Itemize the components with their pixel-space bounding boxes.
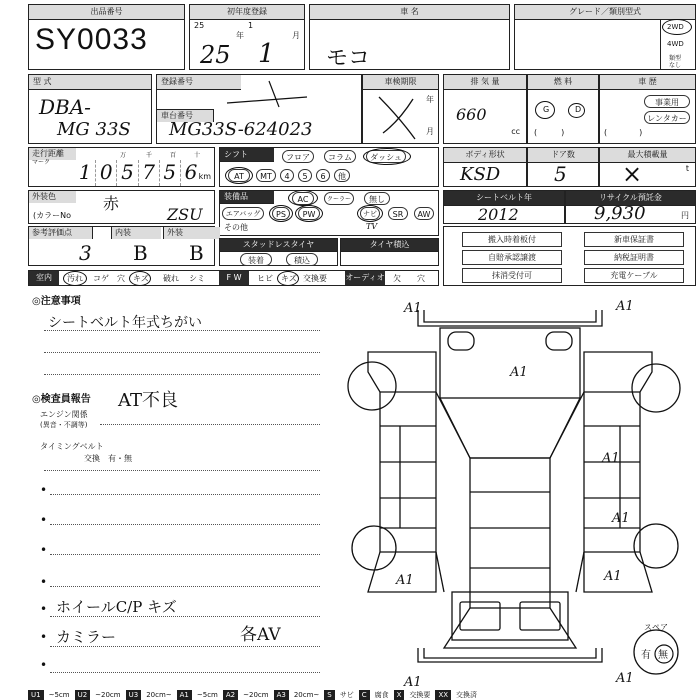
legend-key-6: A3 (274, 690, 289, 700)
report-rule-3 (50, 554, 320, 555)
inspection-month-unit: 月 (426, 127, 434, 136)
equipment-box (219, 190, 439, 236)
color-box (28, 190, 215, 224)
legend-key-2: U2 (75, 690, 91, 700)
equipment-ps-circle (269, 205, 293, 222)
bullet-7: • (40, 658, 48, 672)
grade-4wd: 4WD (667, 40, 684, 48)
report-rule-4 (50, 586, 320, 587)
seatbelt-box (443, 190, 565, 224)
interior-cond-scratch: キズ (133, 274, 149, 283)
fw-crack: ヒビ (257, 274, 273, 283)
doc-item-3: 自賠承認譲渡 (462, 250, 562, 265)
first-registration-label: 初年度登録 (190, 5, 304, 20)
doors-box (527, 147, 599, 187)
bullet-3: • (40, 543, 48, 557)
damage-mark-8: A1 (404, 675, 422, 688)
studless-box (219, 238, 338, 266)
fuel-other: ( ) (534, 128, 565, 137)
car-diagram (340, 292, 700, 688)
interior-cond-label: 室内 (29, 271, 59, 285)
spare-yes: 有 (641, 650, 651, 661)
capacity-unit: t (685, 164, 689, 173)
first-reg-year-value: 25 (200, 41, 231, 69)
legend-key-10: XX (435, 690, 451, 700)
equipment-sr: SR (388, 207, 408, 220)
history-box (599, 74, 696, 144)
history-business: 事業用 (644, 95, 690, 108)
shift-floor: フロア (282, 150, 314, 163)
mileage-unit-hyaku: 百 (170, 152, 177, 159)
report-rule-2 (50, 524, 320, 525)
recycle-label: リサイクル預託金 (566, 191, 695, 206)
interior-value: B (133, 241, 148, 265)
equipment-other: その他 (224, 223, 248, 232)
legend-val-10: 交換済 (456, 691, 478, 699)
damage-mark-9: A1 (616, 671, 634, 686)
chassis-value: MG33S-624023 (169, 119, 313, 140)
mileage-km: km (198, 172, 211, 181)
notes-label: ◎注意事項 (32, 296, 81, 307)
timing-label: タイミングベルト (40, 442, 104, 451)
equipment-navi: ナビ (360, 207, 380, 220)
fw-scratch: キズ (281, 274, 297, 283)
grade-box (514, 4, 696, 70)
equipment-pw: PW (298, 207, 320, 220)
mileage-digit-2: 0 (96, 160, 117, 186)
fw-label: F W (219, 271, 249, 285)
doc-item-5: 抹消受付可 (462, 268, 562, 283)
first-reg-year-unit: 年 (236, 31, 244, 40)
grade-label: グレード／類別型式 (515, 5, 695, 20)
interior-condition-row (28, 270, 439, 286)
score-label: 参考評価点 (29, 227, 93, 239)
displacement-box (443, 74, 527, 144)
capacity-value: × (622, 160, 643, 188)
fuel-d: D (575, 105, 582, 114)
legend-bar (28, 690, 700, 700)
mileage-mark: マーク (32, 159, 51, 166)
inspection-box (362, 74, 439, 144)
body-type-box (443, 147, 527, 187)
report-rule-6 (50, 646, 320, 647)
report-line-6a: カミラー (56, 628, 117, 646)
exterior-value: B (189, 241, 204, 265)
legend-key-7: S (324, 690, 334, 700)
body-type-value: KSD (460, 164, 501, 185)
audio-missing: 欠 (393, 274, 401, 283)
engine-sub: (異音・不調等) (40, 421, 88, 429)
interior-cond-burn: コゲ (93, 274, 109, 283)
legend-val-5: ~20cm (243, 691, 269, 699)
interior-scratch-circle (129, 271, 151, 286)
equipment-aw: AW (414, 207, 434, 220)
equipment-pw-circle (295, 205, 323, 222)
bullet-1: • (40, 483, 48, 497)
damage-mark-7: A1 (396, 573, 414, 588)
doc-item-2: 新車保証書 (584, 232, 684, 247)
doors-value: 5 (554, 162, 567, 186)
legend-val-3: 20cm~ (146, 691, 172, 699)
color-code-value: ZSU (167, 205, 203, 224)
bullet-6: • (40, 630, 48, 644)
legend-key-1: U1 (28, 690, 44, 700)
grade-2wd-circle (662, 19, 692, 35)
interior-cond-dirty: 汚れ (67, 274, 83, 283)
color-label: 外装色 (29, 191, 76, 203)
shift-at-circle (225, 167, 253, 184)
recycle-box (565, 190, 696, 224)
first-reg-month-value: 1 (258, 39, 275, 69)
shift-5: 5 (298, 169, 312, 182)
fuel-g: G (543, 105, 550, 114)
recycle-unit: 円 (681, 211, 689, 220)
capacity-box (599, 147, 696, 187)
lot-number-box (28, 4, 185, 70)
interior-dirty-circle (63, 271, 87, 286)
registration-box (156, 74, 362, 144)
spare-label: スペア (644, 623, 668, 632)
report-line-6b: 各AV (240, 625, 281, 645)
doors-label: ドア数 (528, 148, 598, 163)
fuel-d-ring (568, 103, 585, 118)
displacement-value: 660 (456, 105, 487, 124)
chassis-label: 車台番号 (157, 109, 214, 122)
damage-mark-2: A1 (616, 299, 634, 314)
first-reg-month-unit: 月 (292, 31, 300, 40)
model-name-value: モコ (326, 46, 371, 71)
mileage-unit-sen: 千 (146, 152, 153, 159)
shift-box (219, 147, 439, 187)
damage-mark-1: A1 (404, 301, 422, 316)
notes-rule-1 (44, 330, 320, 331)
spare-no: 無 (658, 650, 668, 661)
registration-label: 登録番号 (157, 75, 241, 90)
equipment-label: 装備品 (220, 191, 274, 204)
color-value: 赤 (103, 194, 120, 213)
shift-at: AT (228, 169, 250, 182)
body-type-label: ボディ形状 (444, 148, 526, 163)
shift-dash: ダッシュ (366, 150, 406, 163)
doc-item-1: 搬入時着板付 (462, 232, 562, 247)
legend-key-4: A1 (177, 690, 192, 700)
fuel-label: 燃 料 (528, 75, 598, 90)
doc-item-4: 納税証明書 (584, 250, 684, 265)
notes-rule-2 (44, 352, 320, 353)
fw-replace: 交換要 (303, 274, 327, 283)
audio-hole: 穴 (417, 274, 425, 283)
mileage-digit-5: 5 (160, 160, 181, 186)
fw-scratch-circle (277, 271, 299, 286)
shift-column: コラム (324, 150, 356, 163)
inspection-cross (363, 89, 440, 145)
model-name-label: 車 名 (310, 5, 509, 20)
timing-sub: 交換 有・無 (84, 454, 132, 463)
notes-rule-3 (44, 374, 320, 375)
score-value: 3 (79, 241, 92, 265)
studless-mounted: 装着 (240, 253, 272, 266)
damage-mark-6: A1 (604, 569, 622, 584)
lot-number-value: SY0033 (35, 23, 148, 56)
equipment-cooler: クーラー (324, 192, 354, 205)
studless-loaded: 積込 (286, 253, 318, 266)
mileage-digit-3: 5 (117, 160, 138, 186)
tire-label: タイヤ積込 (341, 239, 438, 252)
equipment-airbag: エアバッグ (222, 207, 264, 220)
engine-label: エンジン関係 (40, 410, 88, 419)
report-rule-5 (50, 616, 320, 617)
documents-box (443, 226, 696, 286)
notes-line-1: シートベルト年式ちがい (48, 315, 202, 331)
timing-rule (44, 470, 320, 471)
shift-label: シフト (220, 148, 274, 162)
audio-label: オーディオ (345, 271, 385, 285)
history-label: 車 歴 (600, 75, 695, 90)
inspection-label: 車検期限 (363, 75, 438, 90)
displacement-unit: cc (511, 127, 520, 136)
legend-key-5: A2 (223, 690, 238, 700)
recycle-value: 9,930 (594, 203, 646, 224)
interior-label: 内装 (111, 227, 161, 239)
type-value-1: DBA- (39, 95, 91, 119)
legend-val-7: サビ (339, 691, 354, 699)
legend-val-6: 20cm~ (293, 691, 320, 699)
grade-options (660, 19, 695, 69)
legend-val-8: 腐食 (374, 691, 389, 699)
shift-4: 4 (280, 169, 294, 182)
equipment-ps: PS (272, 207, 290, 220)
mileage-digit-4: 7 (139, 160, 160, 186)
mileage-digit-1: 1 (75, 160, 96, 186)
inspection-year-unit: 年 (426, 95, 434, 104)
bullet-2: • (40, 513, 48, 527)
damage-mark-5: A1 (612, 511, 630, 526)
fuel-g-circle (535, 101, 555, 119)
report-rule-7 (50, 672, 320, 673)
interior-cond-tear: 破れ (163, 274, 179, 283)
inspector-label: ◎検査員報告 (32, 394, 91, 405)
equipment-ac: AC (292, 192, 314, 205)
equipment-tv: TV (366, 222, 378, 231)
capacity-label: 最大積載量 (600, 148, 695, 163)
legend-key-3: U3 (126, 690, 142, 700)
damage-mark-3: A1 (510, 365, 528, 380)
bullet-5: • (40, 602, 48, 616)
shift-other: 他 (334, 169, 350, 182)
history-other: ( ) (604, 128, 643, 137)
lot-number-label: 出品番号 (29, 5, 184, 20)
legend-val-2: ~20cm (95, 691, 121, 699)
mileage-digits (75, 160, 201, 186)
shift-dash-circle (363, 148, 411, 165)
engine-rule (100, 424, 320, 425)
grade-2wd: 2WD (667, 23, 684, 31)
mileage-digit-6: 6 (184, 160, 198, 184)
displacement-label: 排 気 量 (444, 75, 526, 90)
legend-val-4: ~5cm (196, 691, 218, 699)
score-box (28, 226, 215, 266)
inspector-value: AT不良 (118, 390, 179, 411)
first-registration-box (189, 4, 305, 70)
tire-box (340, 238, 439, 266)
type-box (28, 74, 152, 144)
color-code-label: (カラーNo (33, 211, 71, 220)
report-rule-1 (50, 494, 320, 495)
legend-key-9: X (394, 690, 405, 700)
legend-val-9: 交換要 (409, 691, 431, 699)
report-line-5: ホイールC/P キズ (56, 598, 177, 616)
seatbelt-value: 2012 (478, 205, 519, 224)
grade-none: 類型 なし (669, 55, 682, 69)
first-reg-era-small: 25 (194, 21, 205, 30)
model-name-box (309, 4, 510, 70)
type-value-2: MG 33S (57, 119, 131, 140)
exterior-label: 外装 (163, 227, 220, 239)
shift-mt: MT (256, 169, 276, 182)
interior-cond-stain: シミ (189, 274, 205, 283)
equipment-ac-circle (288, 190, 318, 206)
legend-key-8: C (359, 690, 370, 700)
seatbelt-label: シートベルト年 (444, 191, 564, 206)
studless-label: スタッドレスタイヤ (220, 239, 337, 252)
shift-6: 6 (316, 169, 330, 182)
mileage-box (28, 147, 215, 187)
mileage-unit-man: 万 (120, 152, 127, 159)
damage-mark-4: A1 (602, 451, 620, 466)
bullet-4: • (40, 575, 48, 589)
mileage-label: 走行距離 (29, 148, 76, 160)
mileage-unit-juu: 十 (194, 152, 201, 159)
doc-item-6: 充電ケーブル (584, 268, 684, 283)
legend-val-1: ~5cm (48, 691, 70, 699)
history-rental: レンタカー (644, 111, 690, 124)
interior-cond-hole: 穴 (117, 274, 125, 283)
equipment-navi-circle (357, 205, 383, 222)
equipment-none: 無し (364, 192, 390, 205)
first-reg-month-small: 1 (248, 21, 254, 30)
fuel-box (527, 74, 599, 144)
type-label: 型 式 (29, 75, 151, 90)
